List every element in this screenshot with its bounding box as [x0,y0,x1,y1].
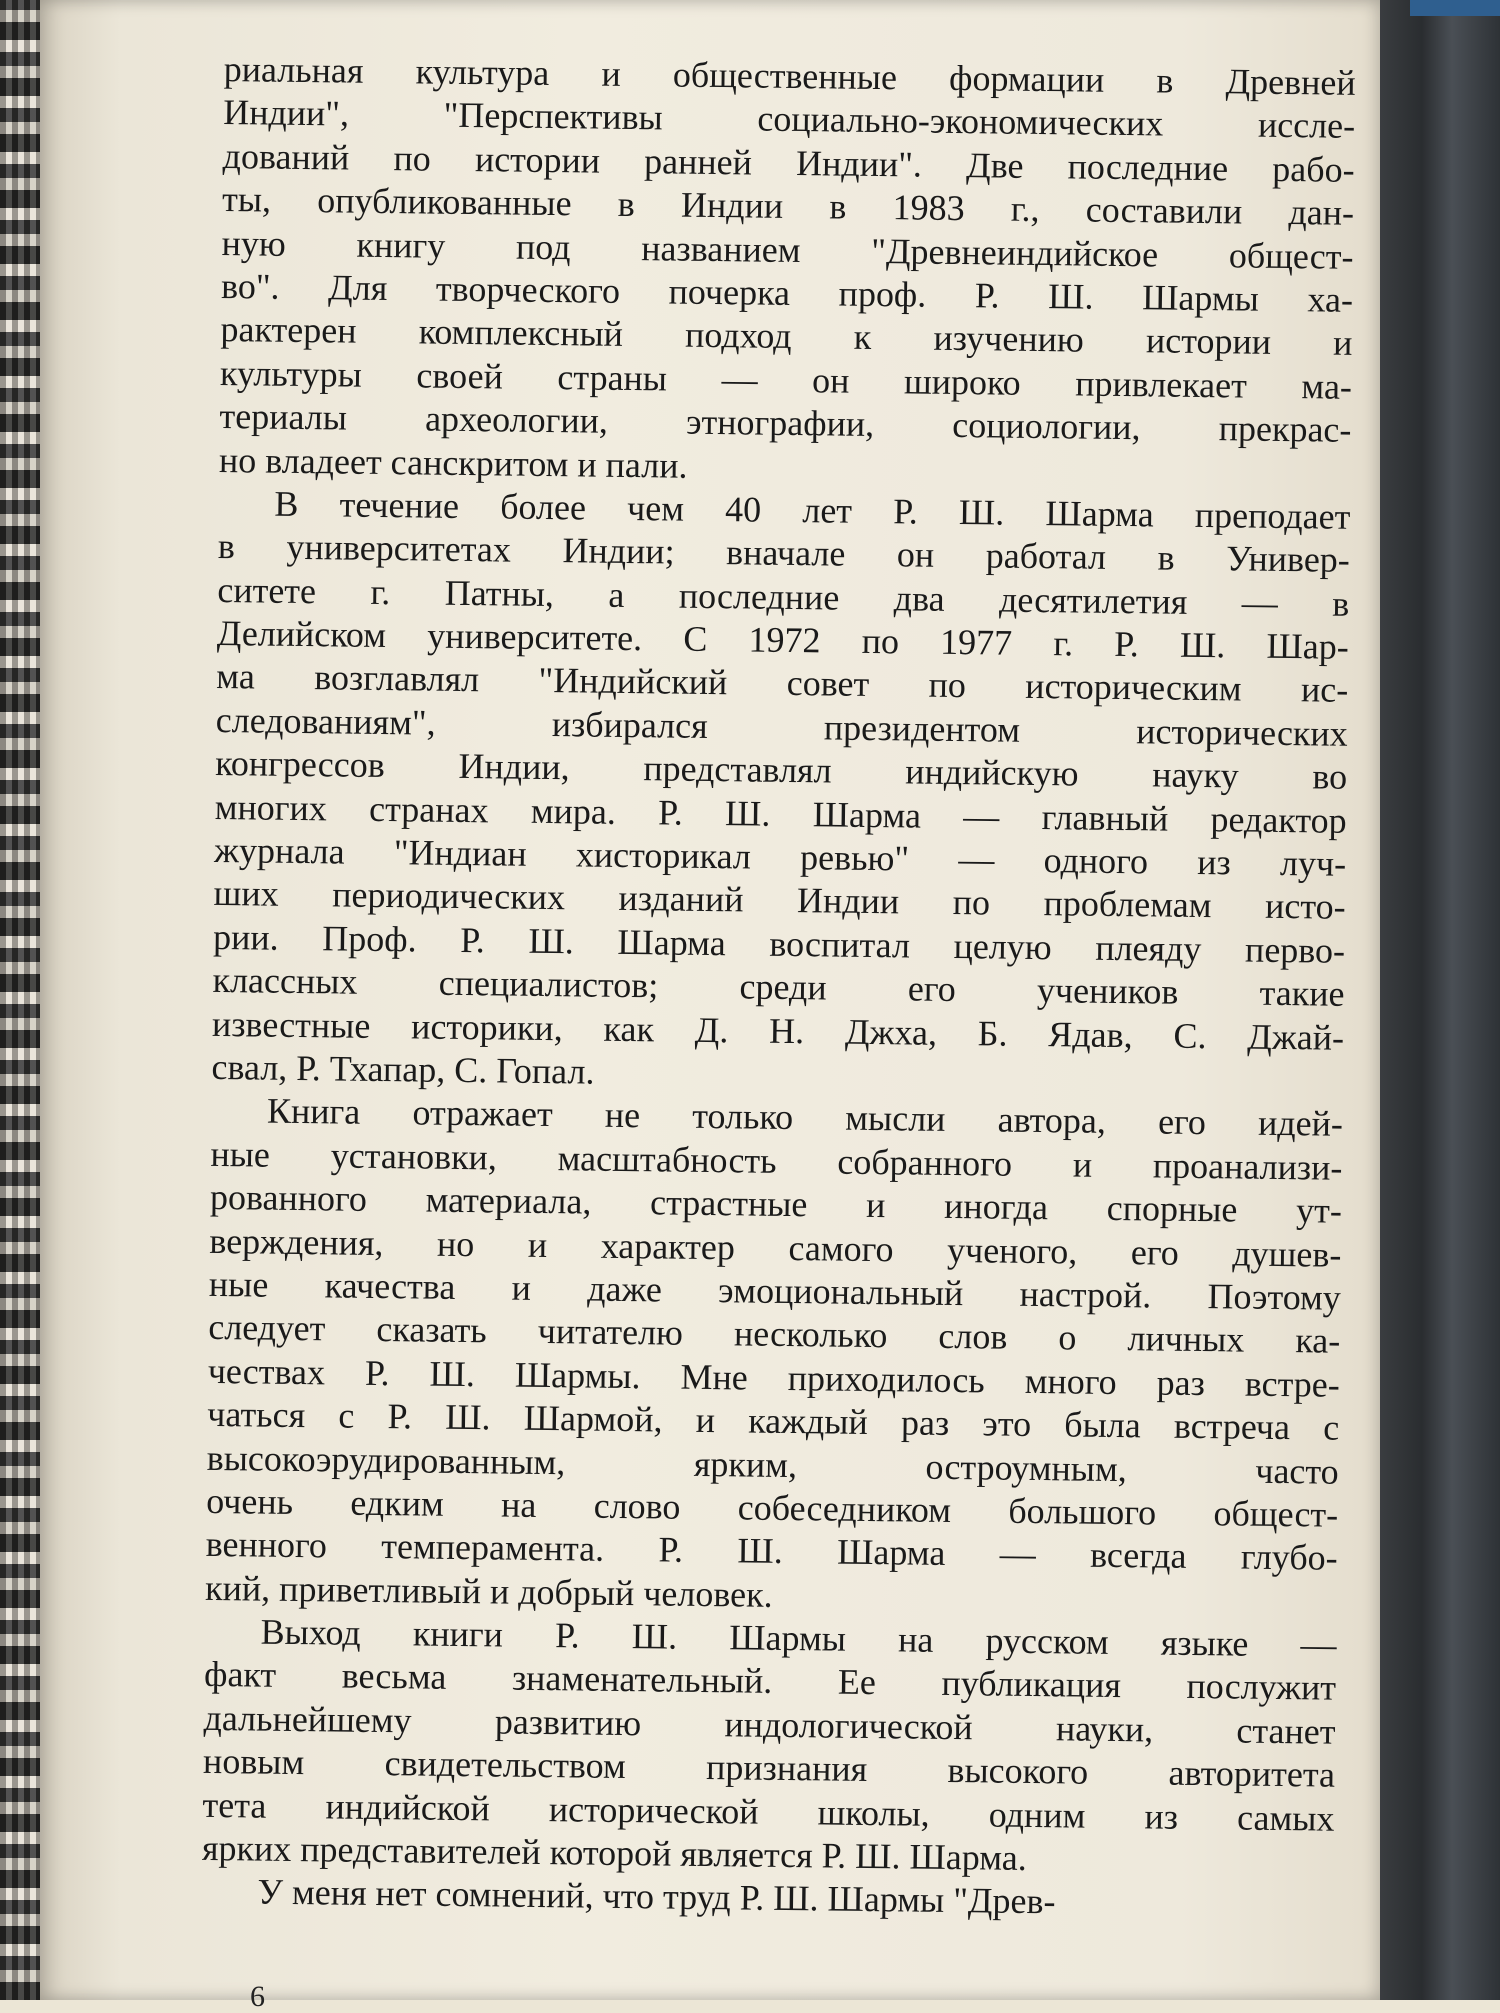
book-page [40,0,1380,2013]
text-line: классных специалистов; среди его учеников такие [212,960,1345,1014]
text-line: следованиям", избирался президентом исторических [215,699,1348,754]
text-line: У меня нет сомнений, что труд Р. Ш. Шармы "Древ- [257,1871,1056,1922]
text-line: конгрессов Индии, представлял индийскую науку во [215,743,1348,798]
text-line: верждения, но и характер самого ученого, его душев- [209,1220,1342,1275]
text-line: венного темперамента. Р. Ш. Шарма — всегда глубо- [205,1524,1338,1578]
text-line: ные установки, масштабность собранного и проанализи- [210,1133,1343,1188]
text-line: дальнейшему развитию индологической науки, станет [203,1697,1336,1752]
text-line: журнала "Индиан хисторикал ревью" — одного из луч- [213,829,1347,884]
text-line: ные качества и даже эмоциональный настрой. Поэтому [208,1263,1342,1318]
text-line: териалы археологии, этнографии, социологии, прекрас- [219,396,1352,450]
text-line: известные историки, как Д. Н. Джха, Б. Ядав, С. Джай- [211,1003,1345,1058]
text-line: чествах Р. Ш. Шармы. Мне приходилось много раз встре- [207,1350,1341,1405]
text-line: ситете г. Патны, а последние два десятилетия — в [217,569,1350,624]
text-line: рованного материала, страстные и иногда спорные ут- [209,1177,1343,1231]
text-line: Делийском университете. С 1972 по 1977 г. Р. Ш. Шар- [216,613,1350,667]
background-book-edge-right [1380,0,1500,2000]
text-line: дований по истории ранней Индии". Две последние рабо- [222,135,1355,190]
text-line: ты, опубликованные в Индии в 1983 г., составили дан- [221,179,1355,233]
text-line: кий, приветливый и добрый человек. [204,1567,773,1615]
text-line: очень едким на слово собеседником большого общест- [206,1480,1339,1535]
text-line: ярких представителей которой является Р. Ш. Шарма. [201,1827,1028,1878]
text-line: во". Для творческого почерка проф. Р. Ш. Шармы ха- [220,265,1354,320]
text-line: В течение более чем 40 лет Р. Ш. Шарма преподает [274,483,1351,537]
text-line: ную книгу под названием "Древнеиндийское общест- [221,222,1354,277]
text-line: ма возглавлял "Индийский совет по историческим ис- [216,656,1349,711]
text-line: но владеет санскритом и пали. [218,439,688,486]
background-fabric-left [0,0,40,2000]
text-line: Индии", "Перспективы социально-экономических иссле- [222,92,1356,147]
page-text-block [201,48,1356,1927]
text-line: Выход книги Р. Ш. Шармы на русском языке — [260,1611,1337,1665]
text-line: следует сказать читателю несколько слов о личных ка- [208,1307,1341,1362]
text-line: чаться с Р. Ш. Шармой, и каждый раз это была встреча с [207,1394,1340,1448]
text-line: ших периодических изданий Индии по проблемам исто- [213,873,1346,928]
text-line: риальная культура и общественные формации в Древней [223,48,1356,103]
text-line: факт весьма знаменательный. Ее публикация послужит [203,1654,1337,1709]
text-line: свал, Р. Тхапар, С. Гопал. [211,1046,595,1092]
text-line: высокоэрудированным, ярким, остроумным, часто [206,1437,1339,1492]
text-line: в университетах Индии; вначале он работал в Универ- [217,526,1351,581]
text-line: культуры своей страны — он широко привлекает ма- [219,352,1353,407]
text-line: тета индийской исторической школы, одним из самых [202,1784,1335,1839]
text-line: рии. Проф. Р. Ш. Шарма воспитал целую плеяду перво- [212,916,1346,971]
text-line: рактерен комплексный подход к изучению истории и [220,309,1353,364]
text-line: новым свидетельством признания высокого авторитета [202,1741,1336,1795]
text-line: многих странах мира. Р. Ш. Шарма — главный редактор [214,786,1347,841]
text-line: Книга отражает не только мысли автора, его идей- [266,1090,1344,1145]
page-number: 6 [250,1980,265,2013]
